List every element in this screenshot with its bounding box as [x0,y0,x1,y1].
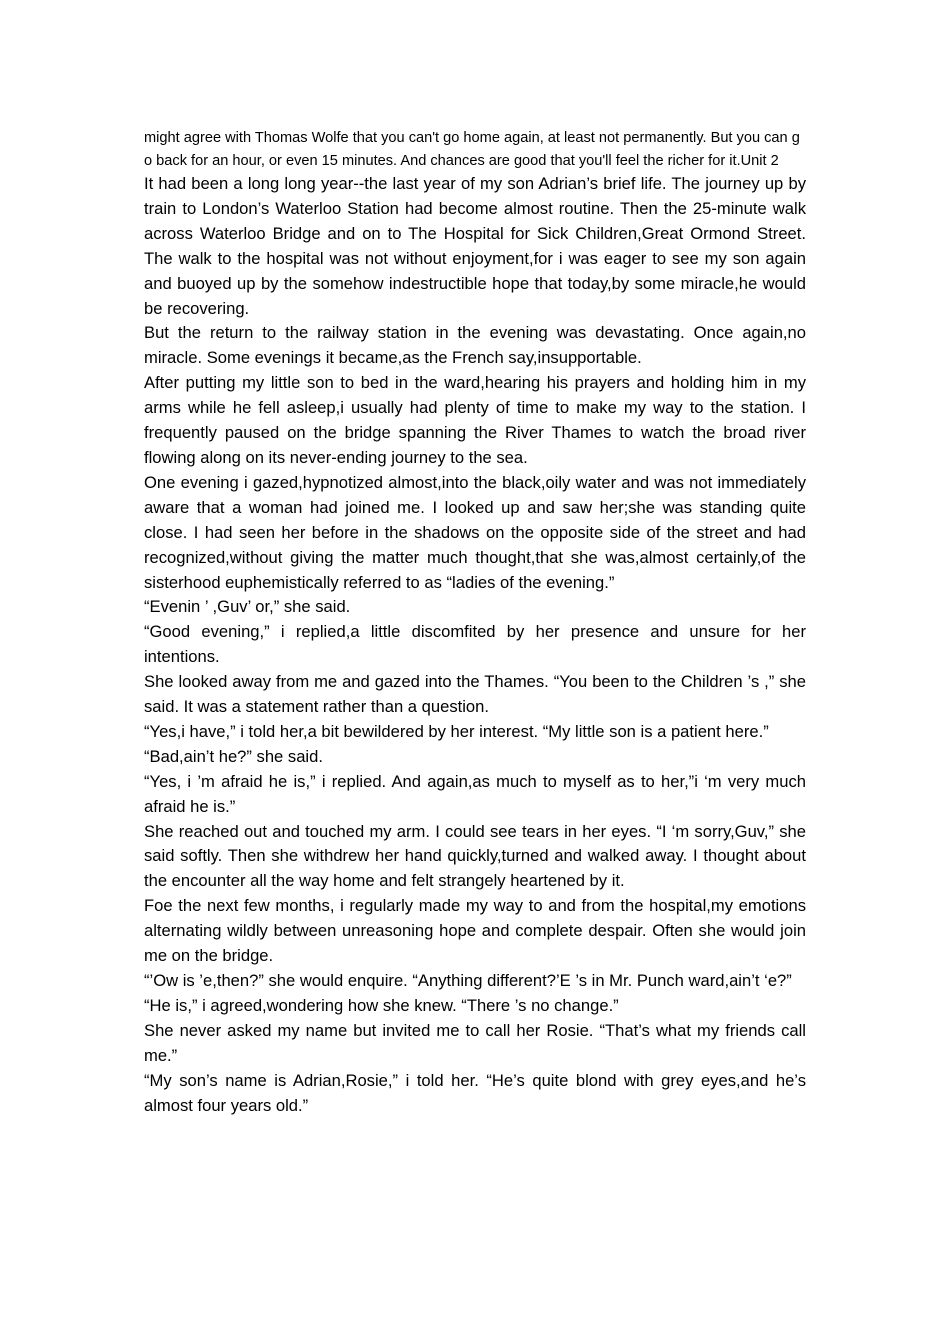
document-content [144,127,806,1118]
paragraph: But the return to the railway station in the evening was devastating. Once again,no miracle. Some evenings it became,as the French say,insupportable. [144,323,806,368]
paragraph: Foe the next few months, i regularly made my way to and from the hospital,my emotions alternating wildly between unreasoning hope and complete despair. Often she would join me on the bridge. [144,896,806,966]
paragraph: “Good evening,” i replied,a little discomfited by her presence and unsure for her intentions. [144,622,806,667]
paragraph: It had been a long long year--the last year of my son Adrian’s brief life. The journey up by train to London’s Waterloo Station had become almost routine. Then the 25-minute walk across Waterloo Bridge and on to The Hospital for Sick Children,Great Ormond Street. The walk to the hospital was not without enjoyment,for i was eager to see my son again and buoyed up by the somehow indestructible hope that today,by some miracle,he would be recovering. [144,174,806,318]
paragraph: After putting my little son to bed in the ward,hearing his prayers and holding him in my arms while he fell asleep,i usually had plenty of time to make my way to the station. I frequently paused on the bridge spanning the River Thames to watch the broad river flowing along on its never-ending journey to the sea. [144,373,806,467]
paragraph: “Yes, i ’m afraid he is,” i replied. And again,as much to myself as to her,”i ‘m very much afraid he is.” [144,771,806,816]
paragraph: “My son’s name is Adrian,Rosie,” i told her. “He’s quite blond with grey eyes,and he’s almost four years old.” [144,1070,806,1115]
paragraph: She reached out and touched my arm. I could see tears in her eyes. “I ‘m sorry,Guv,” she said softly. Then she withdrew her hand quickly,turned and walked away. I thought about the encounter all the way home and felt strangely heartened by it. [144,821,806,891]
paragraph: She looked away from me and gazed into the Thames. “You been to the Children ’s ,” she said. It was a statement rather than a question. [144,672,806,717]
paragraph: “He is,” i agreed,wondering how she knew. “There ’s no change.” [144,995,619,1015]
story-body [144,172,806,1118]
paragraph: “’Ow is ’e,then?” she would enquire. “Anything different?’E ’s in Mr. Punch ward,ain’t ‘e?” [144,971,792,990]
paragraph: “Bad,ain’t he?” she said. [144,746,323,766]
paragraph: One evening i gazed,hypnotized almost,into the black,oily water and was not immediately aware that a woman had joined me. I looked up and saw her;she was standing quite close. I had seen her before in the shadows on the opposite side of the street and had recognized,without giving the matter much thought,that she was,almost certainly,of the sisterhood euphemistically referred to as “ladies of the evening.” [144,472,806,592]
paragraph: “Evenin ’ ,Guv’ or,” she said. [144,597,351,617]
lead-paragraph: might agree with Thomas Wolfe that you can't go home again, at least not permanently. But you can go back for an hour, or even 15 minutes. And chances are good that you'll feel the richer for it.Unit 2 [144,130,800,169]
paragraph: She never asked my name but invited me to call her Rosie. “That’s what my friends call me.” [144,1020,806,1065]
paragraph: “Yes,i have,” i told her,a bit bewildered by her interest. “My little son is a patient here.” [144,721,769,741]
